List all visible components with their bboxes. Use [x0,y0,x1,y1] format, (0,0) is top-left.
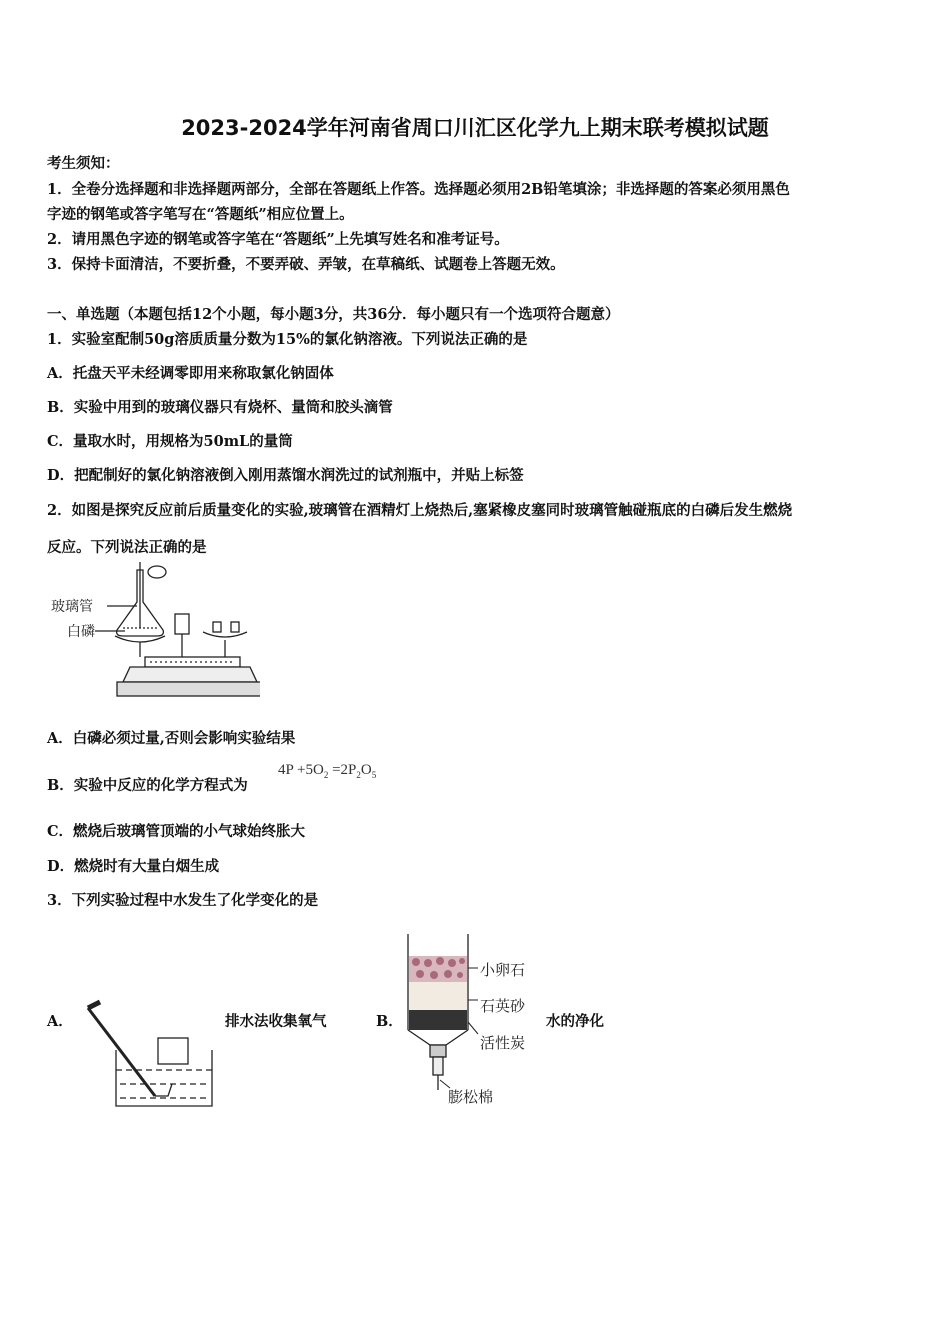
notice-item-1-cont: 字迹的钢笔或答字笔写在“答题纸”相应位置上。 [47,206,354,223]
notice-item-1: 1．全卷分选择题和非选择题两部分，全部在答题纸上作答。选择题必须用2B铅笔填涂；非选择题的答案必须用黑色 [47,181,790,198]
label-cotton: 膨松棉 [448,1088,494,1106]
q1-option-c: C．量取水时，用规格为50mL的量筒 [47,433,293,450]
balance-figure [45,562,260,704]
q3-option-b-caption: 水的净化 [546,1013,604,1030]
notice-item-3: 3．保持卡面清洁，不要折叠，不要弄破、弄皱，在草稿纸、试题卷上答题无效。 [47,256,565,273]
notice-item-2: 2．请用黑色字迹的钢笔或答字笔在“答题纸”上先填写姓名和准考证号。 [47,231,509,248]
q3-option-b-letter: B． [376,1013,403,1030]
section-heading: 一、单选题（本题包括12个小题，每小题3分，共36分．每小题只有一个选项符合题意） [47,306,620,323]
page-title: 2023-2024学年河南省周口川汇区化学九上期末联考模拟试题 [181,116,769,140]
label-white-phosphorus: 白磷 [67,624,95,640]
label-glass-tube: 玻璃管 [51,599,93,615]
q3-option-a-caption: 排水法收集氧气 [225,1013,327,1030]
water-filter-figure [400,930,545,1110]
q1-option-b: B．实验中用到的玻璃仪器只有烧杯、量筒和胶头滴管 [47,399,393,416]
chemical-equation: $4P +5O_2 =2P_2O_5$ [278,762,377,780]
water-collection-figure [80,998,220,1110]
q3-stem: 3．下列实验过程中水发生了化学变化的是 [47,892,319,909]
q2-option-b: B．实验中反应的化学方程式为 [47,777,248,794]
label-pebbles: 小卵石 [480,961,526,979]
label-activated-carbon: 活性炭 [480,1034,526,1052]
q2-option-a: A．白磷必须过量,否则会影响实验结果 [47,730,296,747]
q2-option-c: C．燃烧后玻璃管顶端的小气球始终胀大 [47,823,306,840]
q2-stem: 2．如图是探究反应前后质量变化的实验,玻璃管在酒精灯上烧热后,塞紧橡皮塞同时玻璃管触碰瓶底的白磷后发生燃烧 [47,502,793,519]
label-quartz-sand: 石英砂 [480,997,526,1015]
q2-stem-cont: 反应。下列说法正确的是 [47,539,207,556]
q1-option-a: A．托盘天平未经调零即用来称取氯化钠固体 [47,365,334,382]
q1-option-d: D．把配制好的氯化钠溶液倒入刚用蒸馏水润洗过的试剂瓶中，并贴上标签 [47,467,524,484]
q3-option-a-letter: A． [47,1013,73,1030]
notice-heading: 考生须知： [47,155,120,172]
q2-option-d: D．燃烧时有大量白烟生成 [47,858,220,875]
q1-stem: 1．实验室配制50g溶质质量分数为15%的氯化钠溶液。下列说法正确的是 [47,331,528,348]
